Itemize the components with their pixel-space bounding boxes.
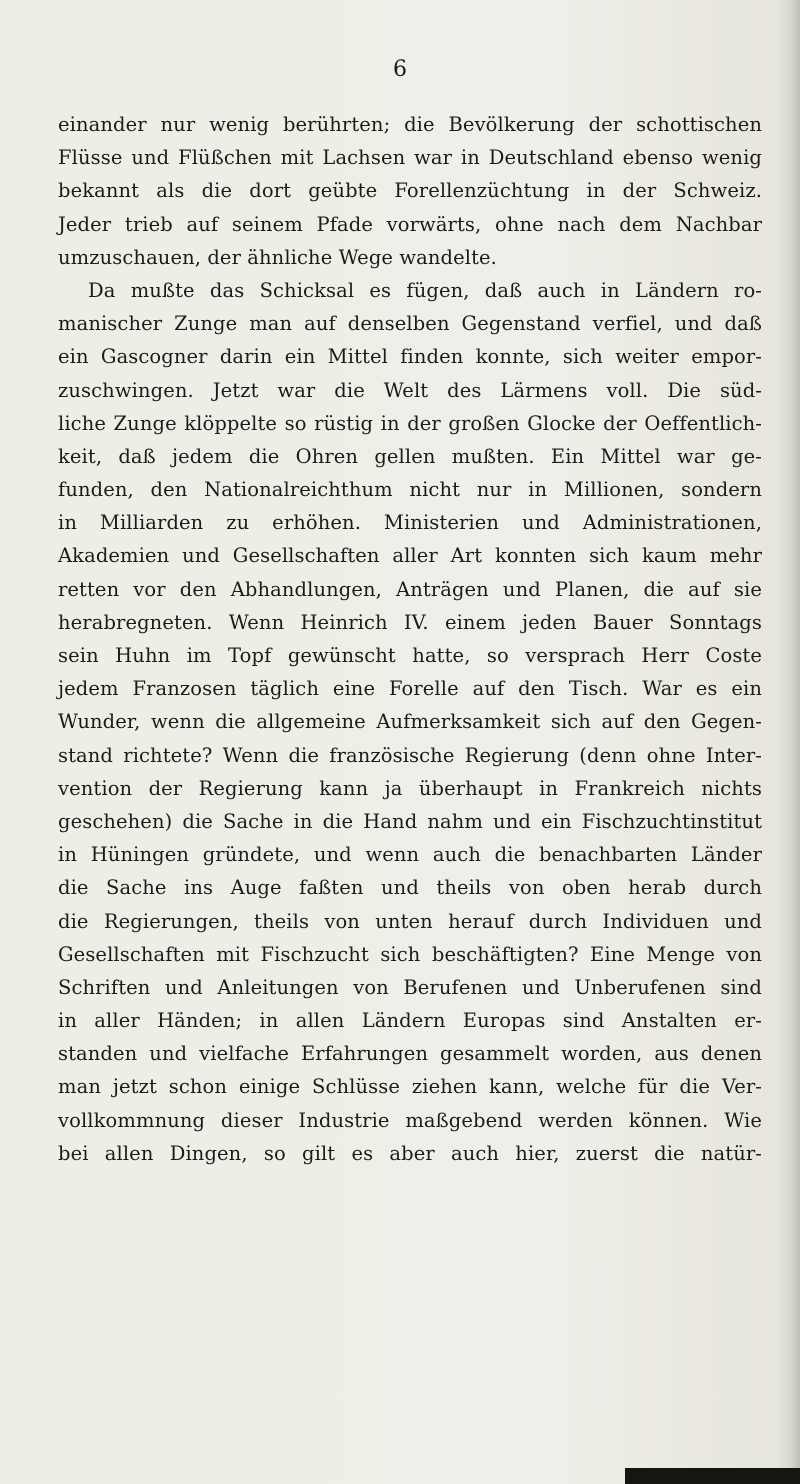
text-line: jedem Franzosen täglich eine Forelle auf den Tisch. War es ein <box>58 677 762 701</box>
text-line: umzuschauen, der ähnliche Wege wandelte. <box>58 245 497 269</box>
text-line: in Hüningen gründete, und wenn auch die benachbarten Länder <box>58 843 762 867</box>
text-line: ein Gascogner darin ein Mittel finden konnte, sich weiter empor- <box>58 345 762 369</box>
text-line: man jetzt schon einige Schlüsse ziehen kann, welche für die Ver- <box>58 1075 762 1099</box>
page-number: 6 <box>393 57 407 82</box>
text-line: Da mußte das Schicksal es fügen, daß auch in Ländern ro- <box>88 278 762 302</box>
text-line: Wunder, wenn die allgemeine Aufmerksamkeit sich auf den Gegen- <box>58 710 762 734</box>
text-line: die Regierungen, theils von unten herauf durch Individuen und <box>58 909 762 933</box>
text-line: Flüsse und Flüßchen mit Lachsen war in Deutschland ebenso wenig <box>58 146 762 170</box>
text-line: bekannt als die dort geübte Forellenzüchtung in der Schweiz. <box>58 179 762 203</box>
text-line: zuschwingen. Jetzt war die Welt des Lärmens voll. Die süd- <box>58 378 762 402</box>
text-line: herabregneten. Wenn Heinrich IV. einem jeden Bauer Sonntags <box>58 610 762 634</box>
text-line: funden, den Nationalreichthum nicht nur in Millionen, sondern <box>58 478 762 502</box>
text-line: Schriften und Anleitungen von Berufenen und Unberufenen sind <box>58 975 762 999</box>
text-line: vollkommnung dieser Industrie maßgebend werden können. Wie <box>58 1108 762 1132</box>
text-line: sein Huhn im Topf gewünscht hatte, so versprach Herr Coste <box>58 644 762 667</box>
text-line: vention der Regierung kann ja überhaupt in Frankreich nichts <box>58 776 762 800</box>
page-edge-shadow <box>778 0 800 1484</box>
body-text <box>58 108 762 1170</box>
text-line: stand richtete? Wenn die französische Regierung (denn ohne Inter- <box>58 743 762 767</box>
text-line: in aller Händen; in allen Ländern Europas sind Anstalten er- <box>58 1009 762 1033</box>
text-line: keit, daß jedem die Ohren gellen mußten. Ein Mittel war ge- <box>58 444 762 468</box>
text-line: manischer Zunge man auf denselben Gegenstand verfiel, und daß <box>58 312 762 336</box>
text-line: standen und vielfache Erfahrungen gesammelt worden, aus denen <box>58 1042 762 1066</box>
text-line: in Milliarden zu erhöhen. Ministerien und Administrationen, <box>58 511 762 535</box>
text-line: Akademien und Gesellschaften aller Art konnten sich kaum mehr <box>58 544 762 568</box>
text-line: bei allen Dingen, so gilt es aber auch hier, zuerst die natür- <box>58 1141 762 1165</box>
text-line: einander nur wenig berührten; die Bevölkerung der schottischen <box>58 113 762 136</box>
text-line: geschehen) die Sache in die Hand nahm und ein Fischzuchtinstitut <box>58 809 762 833</box>
text-line: die Sache ins Auge faßten und theils von oben herab durch <box>58 876 762 900</box>
text-line: Gesellschaften mit Fischzucht sich beschäftigten? Eine Menge von <box>58 942 762 966</box>
text-line: retten vor den Abhandlungen, Anträgen und Planen, die auf sie <box>58 577 762 601</box>
text-line: liche Zunge klöppelte so rüstig in der großen Glocke der Oeffentlich- <box>58 411 762 435</box>
scan-edge-bar <box>625 1468 800 1484</box>
text-line: Jeder trieb auf seinem Pfade vorwärts, ohne nach dem Nachbar <box>58 212 762 236</box>
